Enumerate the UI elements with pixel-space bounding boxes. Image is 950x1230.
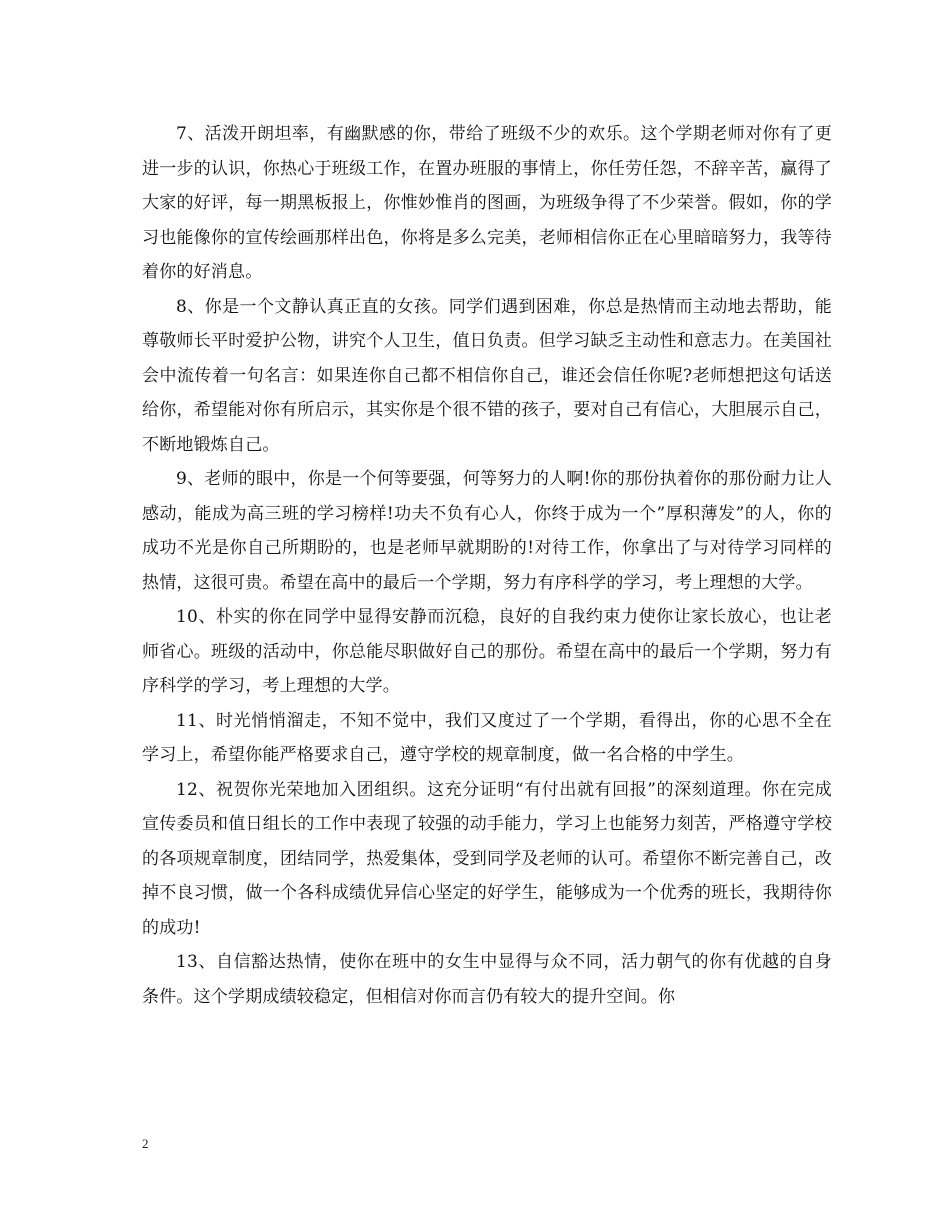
page-number: 2: [142, 1136, 149, 1151]
paragraph-8: 8、你是一个文静认真正直的女孩。同学们遇到困难，你总是热情而主动地去帮助，能尊敬师长平时爱护公物，讲究个人卫生，值日负责。但学习缺乏主动性和意志力。在美国社会中流传着一句名言：如果连你自己都不相信你自己，谁还会信任你呢?老师想把这句话送给你，希望能对你有所启示，其实你是个很不错的孩子，要对自己有信心，大胆展示自己，不断地锻炼自己。: [142, 296, 832, 455]
paragraph-9: 9、老师的眼中，你是一个何等要强，何等努力的人啊!你的那份执着你的那份耐力让人感动，能成为高三班的学习榜样!功夫不负有心人，你终于成为一个”厚积薄发”的人，你的成功不光是你自己所期盼的，也是老师早就期盼的!对待工作，你拿出了与对待学习同样的热情，这很可贵。希望在高中的最后一个学期，努力有序科学的学习，考上理想的大学。: [142, 469, 832, 593]
document-body: [142, 117, 832, 1014]
paragraph-7: 7、活泼开朗坦率，有幽默感的你，带给了班级不少的欢乐。这个学期老师对你有了更进一步的认识，你热心于班级工作，在置办班服的事情上，你任劳任怨，不辞辛苦，赢得了大家的好评，每一期黑板报上，你惟妙惟肖的图画，为班级争得了不少荣誉。假如，你的学习也能像你的宣传绘画那样出色，你将是多么完美，老师相信你正在心里暗暗努力，我等待着你的好消息。: [142, 124, 832, 282]
paragraph-11: 11、时光悄悄溜走，不知不觉中，我们又度过了一个学期，看得出，你的心思不全在学习上，希望你能严格要求自己，遵守学校的规章制度，做一名合格的中学生。: [142, 710, 832, 765]
paragraph-12: 12、祝贺你光荣地加入团组织。这充分证明“有付出就有回报”的深刻道理。你在完成宣传委员和值日组长的工作中表现了较强的动手能力，学习上也能努力刻苦，严格遵守学校的各项规章制度，团结同学，热爱集体，受到同学及老师的认可。希望你不断完善自己，改掉不良习惯，做一个各科成绩优异信心坚定的好学生，能够成为一个优秀的班长，我期待你的成功!: [142, 779, 832, 938]
paragraph-10: 10、朴实的你在同学中显得安静而沉稳，良好的自我约束力使你让家长放心，也让老师省心。班级的活动中，你总能尽职做好自己的那份。希望在高中的最后一个学期，努力有序科学的学习，考上理想的大学。: [142, 607, 832, 696]
paragraph-13: 13、自信豁达热情，使你在班中的女生中显得与众不同，活力朝气的你有优越的自身条件。这个学期成绩较稳定，但相信对你而言仍有较大的提升空间。你: [142, 952, 832, 1007]
